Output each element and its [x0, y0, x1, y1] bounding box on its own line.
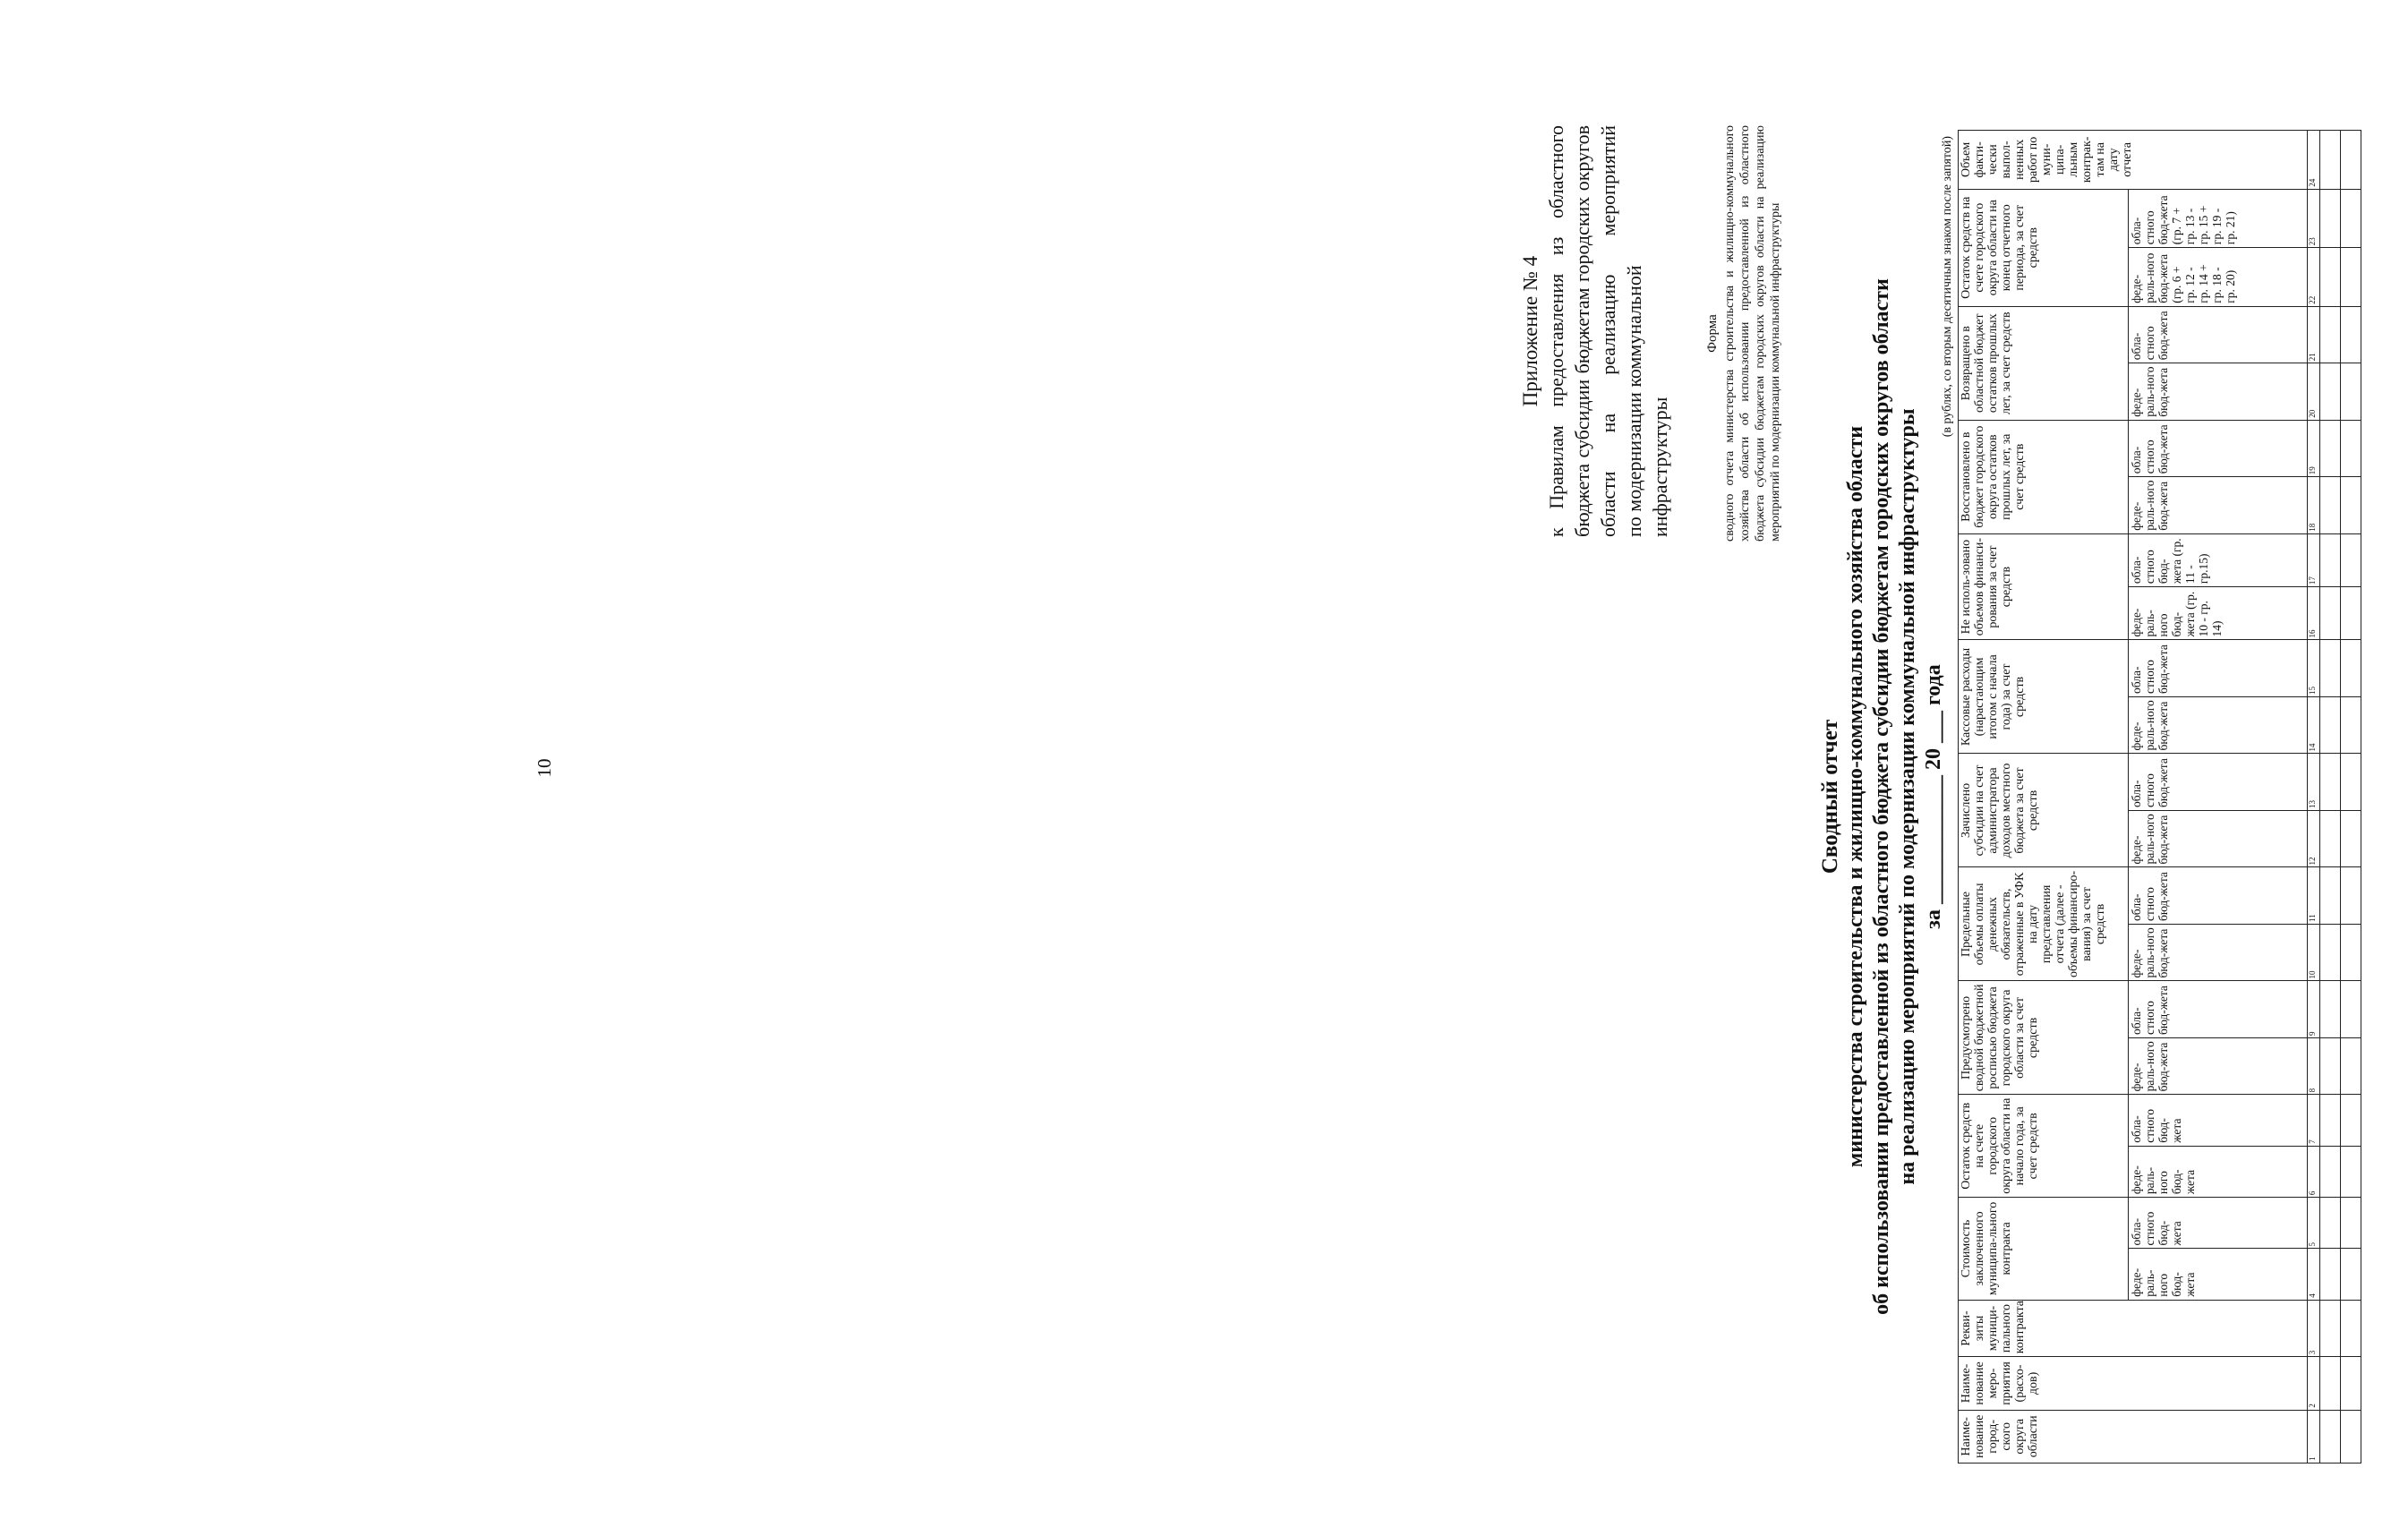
col-header: Остаток средств на счете городского округа области на конец отчетного периода, за счет средств	[1959, 189, 2129, 306]
subheader-federal: феде-раль-ного бюд-жета	[2129, 1146, 2308, 1197]
units-note: (в рублях, со вторым десятичным знаком после запятой)	[1941, 136, 1954, 438]
column-number: 2	[2308, 1357, 2320, 1410]
report-title-line: об использовании предоставленной из областного бюджета субсидии бюджетам городских округов области	[1870, 278, 1893, 1315]
table-cell	[2320, 587, 2341, 640]
column-number: 16	[2308, 587, 2320, 640]
report-table	[1958, 130, 2361, 1464]
appendix-line: к Правилам предоставления из областного	[1545, 125, 1567, 537]
column-number: 21	[2308, 306, 2320, 363]
form-block	[1705, 125, 1813, 542]
column-number: 24	[2308, 131, 2320, 190]
subheader-regional: обла-стного бюд-жета	[2129, 867, 2308, 925]
col-header: Кассовые расходы (нарастающим итогом с начала года) за счет средств	[1959, 640, 2129, 754]
column-number: 6	[2308, 1146, 2320, 1197]
table-cell	[2320, 420, 2341, 477]
table-cell	[2341, 306, 2361, 363]
table-cell	[2320, 1198, 2341, 1249]
table-cell	[2341, 640, 2361, 697]
table-cell	[2320, 1300, 2341, 1356]
appendix-heading	[1517, 125, 1692, 537]
table-cell	[2341, 420, 2361, 477]
table-cell	[2341, 1198, 2361, 1249]
table-cell	[2320, 981, 2341, 1038]
col-header: Наиме-нование меро-приятия (расхо-дов)	[1959, 1357, 2308, 1410]
table-cell	[2320, 810, 2341, 866]
form-label: Форма	[1705, 314, 1720, 353]
col-header: Стоимость заключенного муниципа-льного контракта	[1959, 1198, 2129, 1301]
subheader-regional: обла-стного бюд-жета	[2129, 306, 2308, 363]
table-cell	[2341, 1146, 2361, 1197]
column-number: 15	[2308, 640, 2320, 697]
table-cell	[2341, 363, 2361, 420]
appendix-line: области на реализацию мероприятий	[1597, 125, 1619, 537]
table-cell	[2320, 696, 2341, 753]
table-cell	[2320, 640, 2341, 697]
table-cell	[2341, 754, 2361, 811]
column-number: 22	[2308, 248, 2320, 307]
col-header: Объем факти-чески выпол-ненных работ по муни-ципа-льным контрак-там на дату отчета	[1959, 131, 2308, 190]
column-number: 19	[2308, 420, 2320, 477]
table-cell	[2341, 981, 2361, 1038]
report-title-line: министерства строительства и жилищно-коммунального хозяйства области	[1844, 425, 1867, 1168]
subheader-regional: обла-стного бюд-жета	[2129, 1095, 2308, 1146]
table-row	[2341, 131, 2361, 1464]
table-cell	[2341, 189, 2361, 248]
subheader-federal: феде-раль-ного бюд-жета	[2129, 1249, 2308, 1300]
table-cell	[2341, 131, 2361, 190]
subheader-federal: феде-раль-ного бюд-жета	[2129, 363, 2308, 420]
table-cell	[2341, 533, 2361, 586]
subheader-regional: обла-стного бюд-жета	[2129, 981, 2308, 1038]
report-title-line: Сводный отчет	[1818, 719, 1842, 875]
col-header: Наиме-нование город-ского округа области	[1959, 1410, 2308, 1463]
table-cell	[2320, 131, 2341, 190]
table-cell	[2341, 696, 2361, 753]
subheader-federal: феде-раль-ного бюд-жета (гр. 6 + гр. 12 - гр. 14 + гр. 18 - гр. 20)	[2129, 248, 2308, 307]
col-header: Восстановлено в бюджет городского округа остатков прошлых лет, за счет средств	[1959, 420, 2129, 533]
table-cell	[2320, 1357, 2341, 1410]
table-cell	[2320, 533, 2341, 586]
table-cell	[2320, 924, 2341, 980]
column-number: 13	[2308, 754, 2320, 811]
appendix-title: Приложение № 4	[1519, 255, 1541, 407]
report-period-line: за ____________ 20 ___ года	[1922, 664, 1945, 929]
subheader-regional: обла-стного бюд-жета	[2129, 754, 2308, 811]
subheader-regional: обла-стного бюд-жета	[2129, 420, 2308, 477]
table-cell	[2341, 1410, 2361, 1463]
column-number: 3	[2308, 1300, 2320, 1356]
subheader-regional: обла-стного бюд-жета	[2129, 1198, 2308, 1249]
column-number: 9	[2308, 981, 2320, 1038]
table-cell	[2341, 1300, 2361, 1356]
table-cell	[2320, 754, 2341, 811]
col-header: Рекви-зиты муници-пального контракта	[1959, 1300, 2308, 1356]
subheader-federal: феде-раль-ного бюд-жета	[2129, 1037, 2308, 1094]
table-cell	[2320, 248, 2341, 307]
column-number: 12	[2308, 810, 2320, 866]
column-number-row	[2308, 131, 2320, 1464]
subheader-federal: феде-раль-ного бюд-жета (гр. 10 - гр. 14)	[2129, 587, 2308, 640]
subheader-federal: феде-раль-ного бюд-жета	[2129, 477, 2308, 533]
rotated-page-content	[1513, 125, 2408, 1468]
subheader-federal: феде-раль-ного бюд-жета	[2129, 696, 2308, 753]
subheader-federal: феде-раль-ного бюд-жета	[2129, 924, 2308, 980]
col-header: Не исполь-зовано объемов финанси-рования за счет средств	[1959, 533, 2129, 640]
col-header: Предельные объемы оплаты денежных обязательств, отраженные в УФК на дату представления отчета (далее - объемы финансиро-вания) за счет средств	[1959, 867, 2129, 981]
table-cell	[2341, 1037, 2361, 1094]
col-header: Зачислено субсидии на счет администратора доходов местного бюджета за счет средств	[1959, 754, 2129, 867]
table-cell	[2341, 810, 2361, 866]
report-title	[1817, 179, 1951, 1414]
table-cell	[2341, 1095, 2361, 1146]
table-cell	[2320, 189, 2341, 248]
table-cell	[2320, 1095, 2341, 1146]
subheader-regional: обла-стного бюд-жета	[2129, 640, 2308, 697]
table-cell	[2320, 363, 2341, 420]
subheader-federal: феде-раль-ного бюд-жета	[2129, 810, 2308, 866]
page-number: 10	[533, 758, 555, 778]
column-number: 7	[2308, 1095, 2320, 1146]
subheader-row	[2129, 131, 2308, 1464]
table-cell	[2341, 1249, 2361, 1300]
table-row	[2320, 131, 2341, 1464]
table-cell	[2320, 477, 2341, 533]
form-description: сводного отчета министерства строительства и жилищно-коммунального хозяйства области об использовании предоставленной из областного бюджета субсидии бюджетам городских округов области на реализацию мероприятий по модернизации коммунальной инфраструктуры	[1723, 125, 1782, 542]
report-title-line: на реализацию мероприятий по модернизации коммунальной инфраструктуры	[1896, 408, 1919, 1185]
table-cell	[2341, 1357, 2361, 1410]
table-cell	[2320, 1146, 2341, 1197]
header-row	[1959, 131, 2129, 1464]
table-cell	[2320, 306, 2341, 363]
column-number: 18	[2308, 477, 2320, 533]
col-header: Остаток средств на счете городского округа области на начало года, за счет средств	[1959, 1095, 2129, 1198]
table-cell	[2320, 867, 2341, 925]
subheader-regional: обла-стного бюд-жета (гр. 11 - гр.15)	[2129, 533, 2308, 586]
column-number: 4	[2308, 1249, 2320, 1300]
table-cell	[2341, 477, 2361, 533]
table-cell	[2320, 1249, 2341, 1300]
column-number: 11	[2308, 867, 2320, 925]
col-header: Предусмотрено сводной бюджетной росписью бюджета городского округа области за счет средств	[1959, 981, 2129, 1095]
column-number: 20	[2308, 363, 2320, 420]
column-number: 1	[2308, 1410, 2320, 1463]
column-number: 17	[2308, 533, 2320, 586]
table-cell	[2341, 248, 2361, 307]
appendix-line: по модернизации коммунальной инфраструктуры	[1623, 265, 1671, 537]
subheader-regional: обла-стного бюд-жета (гр. 7 + гр. 13 - гр. 15 + гр. 19 - гр. 21)	[2129, 189, 2308, 248]
table-cell	[2320, 1410, 2341, 1463]
column-number: 14	[2308, 696, 2320, 753]
appendix-line: бюджета субсидии бюджетам городских округов	[1571, 125, 1593, 537]
table-cell	[2320, 1037, 2341, 1094]
table-cell	[2341, 924, 2361, 980]
table-cell	[2341, 867, 2361, 925]
column-number: 23	[2308, 189, 2320, 248]
table-cell	[2341, 587, 2361, 640]
column-number: 8	[2308, 1037, 2320, 1094]
column-number: 10	[2308, 924, 2320, 980]
col-header: Возвращено в областной бюджет остатков прошлых лет, за счет средств	[1959, 306, 2129, 420]
column-number: 5	[2308, 1198, 2320, 1249]
